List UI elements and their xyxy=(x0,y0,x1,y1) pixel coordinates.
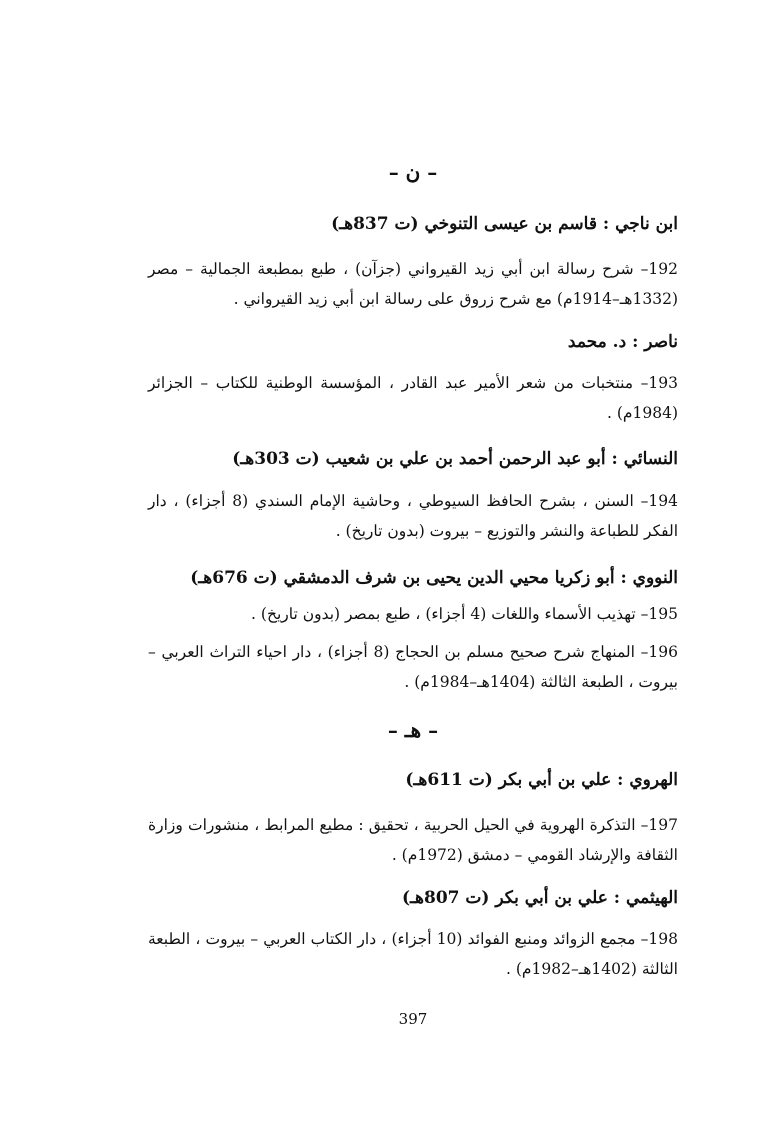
author-heading-nasai: النسائي : أبو عبد الرحمن أحمد بن علي بن شعيب (ت 303هـ) xyxy=(232,449,678,469)
section-letter-ha: – هـ – xyxy=(387,718,439,742)
entry-193: 193– منتخبات من شعر الأمير عبد القادر ، المؤسسة الوطنية للكتاب – الجزائر (1984م) . xyxy=(148,374,678,422)
author-heading-nasir: ناصر : د. محمد xyxy=(567,332,678,352)
entry-192: 192– شرح رسالة ابن أبي زيد القيرواني (جزآن) ، طبع بمطبعة الجمالية – مصر (1332هـ–1914م) مع شرح زروق على رسالة ابن أبي زيد القيرواني . xyxy=(148,260,678,308)
entry-198: 198– مجمع الزوائد ومنبع الفوائد (10 أجزاء) ، دار الكتاب العربي – بيروت ، الطبعة الثالثة (1402هـ–1982م) . xyxy=(148,930,678,978)
entry-194: 194– السنن ، بشرح الحافظ السيوطي ، وحاشية الإمام السندي (8 أجزاء) ، دار الفكر للطباعة والنشر والتوزيع – بيروت (بدون تاريخ) . xyxy=(148,492,678,540)
author-heading-ibn-naji: ابن ناجي : قاسم بن عيسى التنوخي (ت 837هـ) xyxy=(331,214,678,234)
bibliography-page xyxy=(148,0,678,1126)
section-letter-noon: – ن – xyxy=(388,160,438,184)
author-heading-harawi: الهروي : علي بن أبي بكر (ت 611هـ) xyxy=(405,770,678,790)
entry-196: 196– المنهاج شرح صحيح مسلم بن الحجاج (8 أجزاء) ، دار احياء التراث العربي – بيروت ، الطبعة الثالثة (1404هـ–1984م) . xyxy=(148,643,678,691)
author-heading-haythami: الهيثمي : علي بن أبي بكر (ت 807هـ) xyxy=(402,888,678,908)
page-number: 397 xyxy=(398,1010,428,1028)
entry-195: 195– تهذيب الأسماء واللغات (4 أجزاء) ، طبع بمصر (بدون تاريخ) . xyxy=(251,605,678,623)
entry-197: 197– التذكرة الهروية في الحيل الحربية ، تحقيق : مطيع المرابط ، منشورات وزارة الثقافة والإرشاد القومي – دمشق (1972م) . xyxy=(148,816,678,864)
author-heading-nawawi: النووي : أبو زكريا محيي الدين يحيى بن شرف الدمشقي (ت 676هـ) xyxy=(190,568,678,588)
